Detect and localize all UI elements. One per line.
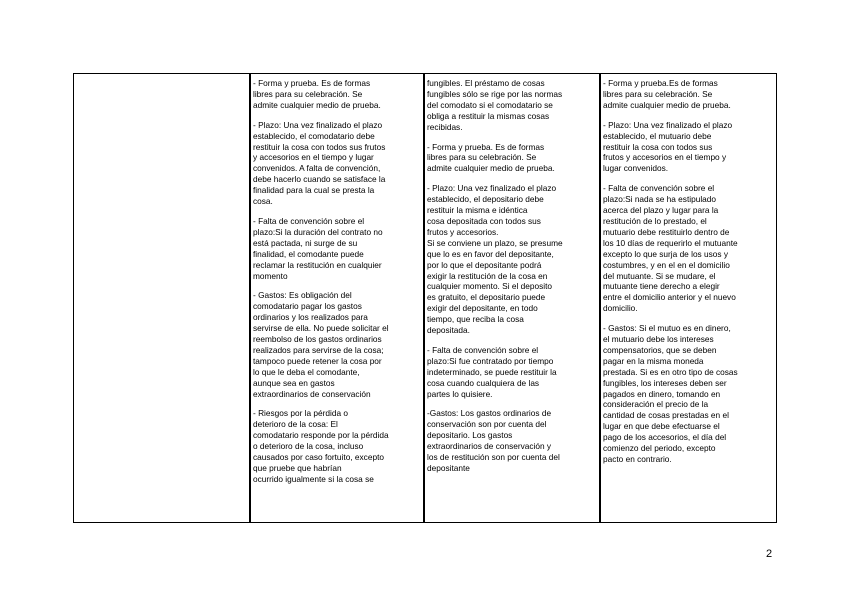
page-number: 2 xyxy=(766,548,773,560)
cell-paragraph: fungibles. El préstamo de cosas fungibles sólo se rige por las normas del comodato si el comodatario se obliga a restituir la mismas cosas recibidas. xyxy=(427,78,563,132)
cell-paragraph: - Forma y prueba. Es de formas libres para su celebración. Se admite cualquier medio de prueba. xyxy=(253,78,381,110)
cell-paragraph: - Gastos: Es obligación del comodatario pagar los gastos ordinarios y los realizados para servirse de ella. No puede solicitar el reembolso de los gastos ordinarios realizados para servirse de la cosa; tampoco puede retener la cosa por lo que le deba el comodante, aunque sea en gastos extraordinarios de conservación xyxy=(253,290,389,399)
cell-paragraph: - Gastos: Si el mutuo es en dinero, el mutuario debe los intereses compensatorios, que se deben pagar en la misma moneda prestada. Si es en otro tipo de cosas fungibles, los intereses deben ser pagados en dinero, tomando en consideración el precio de la cantidad de cosas prestadas en el lugar en que debe efectuarse el pago de los accesorios, el día del comienzo del periodo, excepto pacto en contrario. xyxy=(603,323,738,464)
cell-paragraph: - Falta de convención sobre el plazo:Si nada se ha estipulado acerca del plazo y lugar para la restitución de lo prestado, el mutuario debe restituirlo dentro de los 10 días de requerirlo el mutuante excepto lo que surja de los usos y costumbres, y en el en el domicilio del mutuante. Si se mudare, el mutuante tiene derecho a elegir entre el domicilio anterior y el nuevo domicilio. xyxy=(603,183,738,314)
table-cell-col-2 xyxy=(253,78,421,494)
document-table xyxy=(73,73,777,523)
cell-paragraph: - Plazo: Una vez finalizado el plazo establecido, el depositario debe restituir la misma e idéntica cosa depositada con todos sus frutos y accesorios. xyxy=(427,183,557,237)
cell-paragraph: - Plazo: Una vez finalizado el plazo establecido, el mutuario debe restituir la cosa con todos sus frutos y accesorios en el tiempo y lugar convenidos. xyxy=(603,119,733,174)
table-cell-col-4 xyxy=(603,78,775,474)
cell-paragraph: - Forma y prueba. Es de formas libres para su celebración. Se admite cualquier medio de prueba. xyxy=(427,141,555,174)
cell-paragraph: - Falta de convención sobre el plazo:Si fue contratado por tiempo indeterminado, se puede restituir la cosa cuando cualquiera de las partes lo quisiere. xyxy=(427,344,557,399)
cell-paragraph: - Plazo: Una vez finalizado el plazo establecido, el comodatario debe restituir la cosa con todos sus frutos y accesorios en el tiempo y lugar convenidos. A falta de convención, debe hacerlo cuando se satisface la finalidad para la cual se presta la cosa. xyxy=(253,119,386,207)
column-divider xyxy=(249,74,251,522)
table-cell-col-3 xyxy=(427,78,597,483)
cell-paragraph: Si se conviene un plazo, se presume que lo es en favor del depositante, por lo que el depositante podrá exigir la restitución de la cosa en cualquier momento. Si el deposito es gratuito, el depositario puede exigir del depositante, en todo tiempo, que reciba la cosa depositada. xyxy=(427,237,563,336)
cell-paragraph: -Gastos: Los gastos ordinarios de conservación son por cuenta del depositario. Los gastos extraordinarios de conservación y los de restitución son por cuenta del depositante xyxy=(427,408,560,473)
column-divider xyxy=(423,74,425,522)
cell-paragraph: - Falta de convención sobre el plazo:Si la duración del contrato no está pactada, ni surge de su finalidad, el comodante puede reclamar la restitución en cualquier momento xyxy=(253,215,383,281)
column-divider xyxy=(599,74,601,522)
cell-paragraph: - Riesgos por la pérdida o deterioro de la cosa: El comodatario responde por la pérdida o deterioro de la cosa, incluso causados por caso fortuito, excepto que pruebe que habrían ocurrido igualmente si la cosa se xyxy=(253,408,389,484)
cell-paragraph: - Forma y prueba.Es de formas libres para su celebración. Se admite cualquier medio de prueba. xyxy=(603,78,731,110)
